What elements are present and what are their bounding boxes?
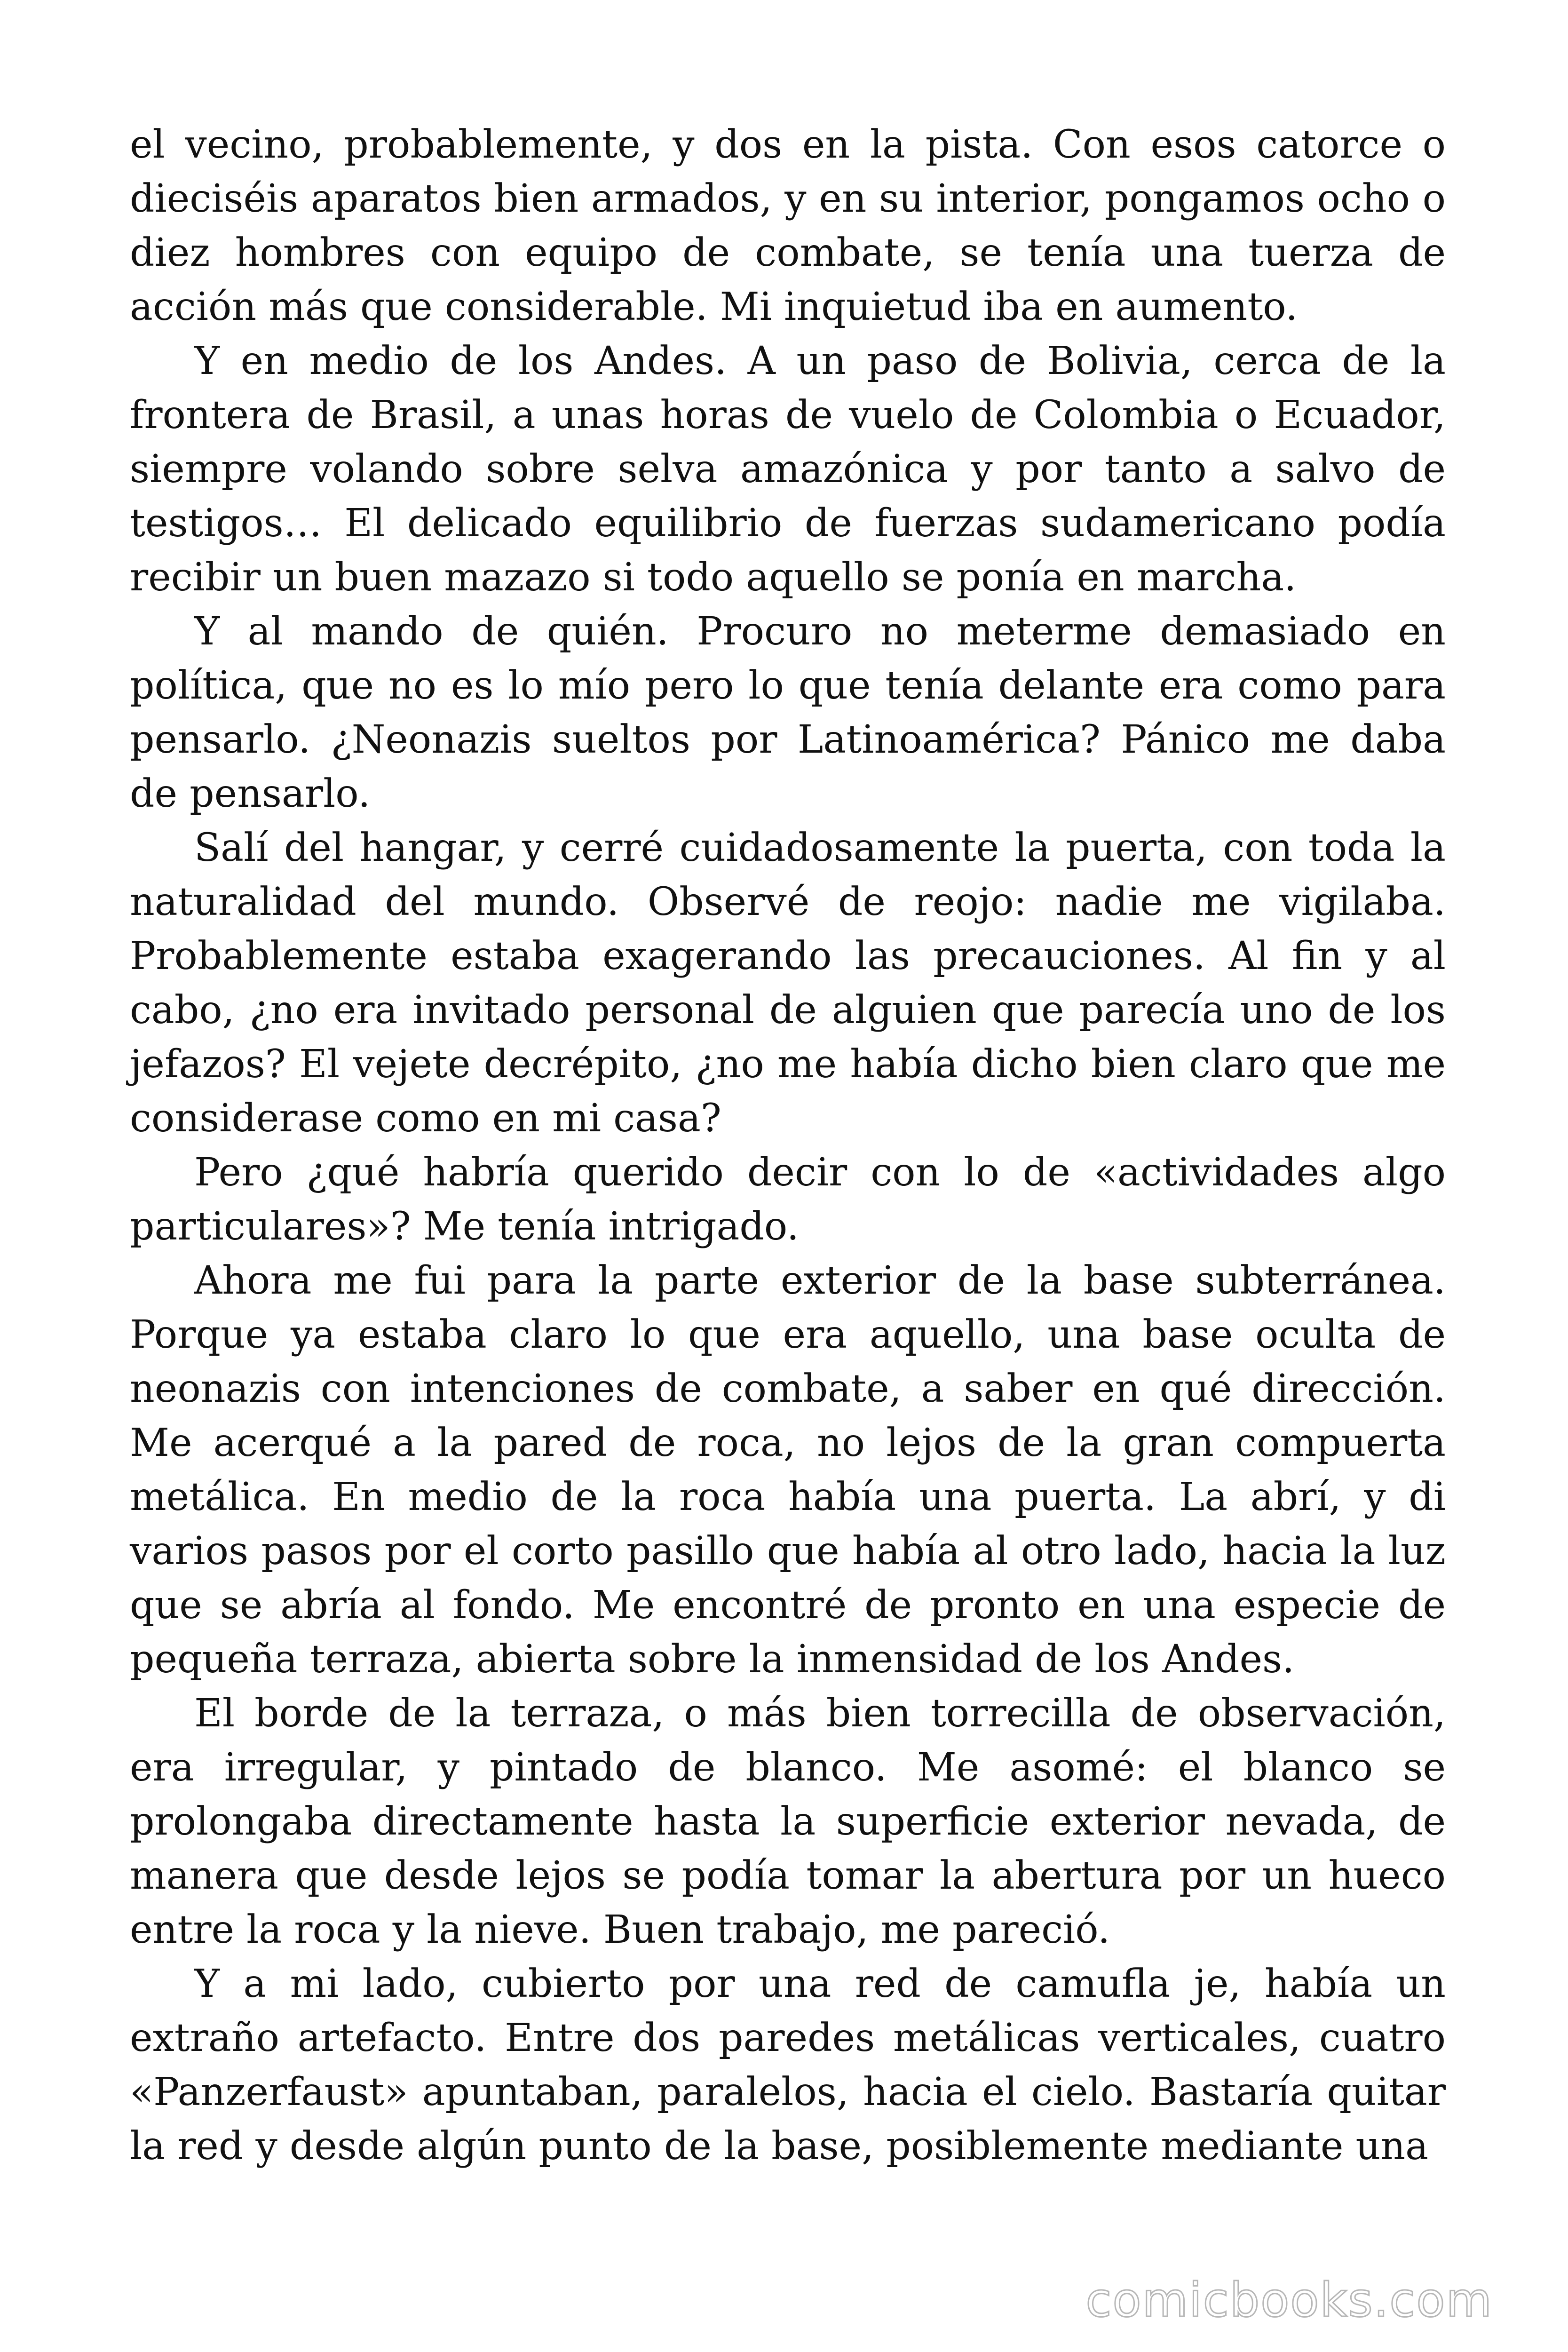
paragraph-3: Y al mando de quién. Procuro no meterme demasiado en política, que no es lo mío pero lo que tenía delante era como para pensarlo. ¿Neonazis sueltos por Latinoamérica? Pánico me daba de pensarlo. xyxy=(130,609,1446,816)
paragraph-5: Pero ¿qué habría querido decir con lo de «actividades algo particulares»? Me tenía intrigado. xyxy=(130,1150,1446,1249)
paragraph-4: Salí del hangar, y cerré cuidadosamente la puerta, con toda la naturalidad del mundo. Observé de reojo: nadie me vigilaba. Probablemente estaba exagerando las precauciones. Al fin y al cabo, ¿no era invitado personal de alguien que parecía uno de los jefazos? El vejete decrépito, ¿no me había dicho bien claro que me considerase como en mi casa? xyxy=(130,826,1446,1141)
paragraph-1: el vecino, probablemente, y dos en la pista. Con esos catorce o dieciséis aparatos bien armados, y en su interior, pongamos ocho o diez hombres con equipo de combate, se tenía una tuerza de acción más que considerable. Mi inquietud iba en aumento. xyxy=(130,122,1446,329)
paragraph-2: Y en medio de los Andes. A un paso de Bolivia, cerca de la frontera de Brasil, a unas horas de vuelo de Colombia o Ecuador, siempre volando sobre selva amazónica y por tanto a salvo de testigos… El delicado equilibrio de fuerzas sudamericano podía recibir un buen mazazo si todo aquello se ponía en marcha. xyxy=(130,339,1446,600)
paragraph-7: El borde de la terraza, o más bien torrecilla de observación, era irregular, y pintado de blanco. Me asomé: el blanco se prolongaba directamente hasta la superficie exterior nevada, de manera que desde lejos se podía tomar la abertura por un hueco entre la roca y la nieve. Buen trabajo, me pareció. xyxy=(130,1691,1446,1952)
paragraph-6: Ahora me fui para la parte exterior de la base subterránea. Porque ya estaba claro lo que era aquello, una base oculta de neonazis con intenciones de combate, a saber en qué dirección. Me acerqué a la pared de roca, no lejos de la gran compuerta metálica. En medio de la roca había una puerta. La abrí, y di varios pasos por el corto pasillo que había al otro lado, hacia la luz que se abría al fondo. Me encontré de pronto en una especie de pequeña terraza, abierta sobre la inmensidad de los Andes. xyxy=(130,1258,1446,1682)
paragraph-8: Y a mi lado, cubierto por una red de camufla je, había un extraño artefacto. Entre dos paredes metálicas verticales, cuatro «Panzerfaust» apuntaban, paralelos, hacia el cielo. Bastaría quitar la red y desde algún punto de la base, posiblemente mediante una xyxy=(130,1962,1446,2169)
book-page-text xyxy=(130,118,1446,2173)
watermark: comicbooks.com xyxy=(1085,2273,1493,2328)
